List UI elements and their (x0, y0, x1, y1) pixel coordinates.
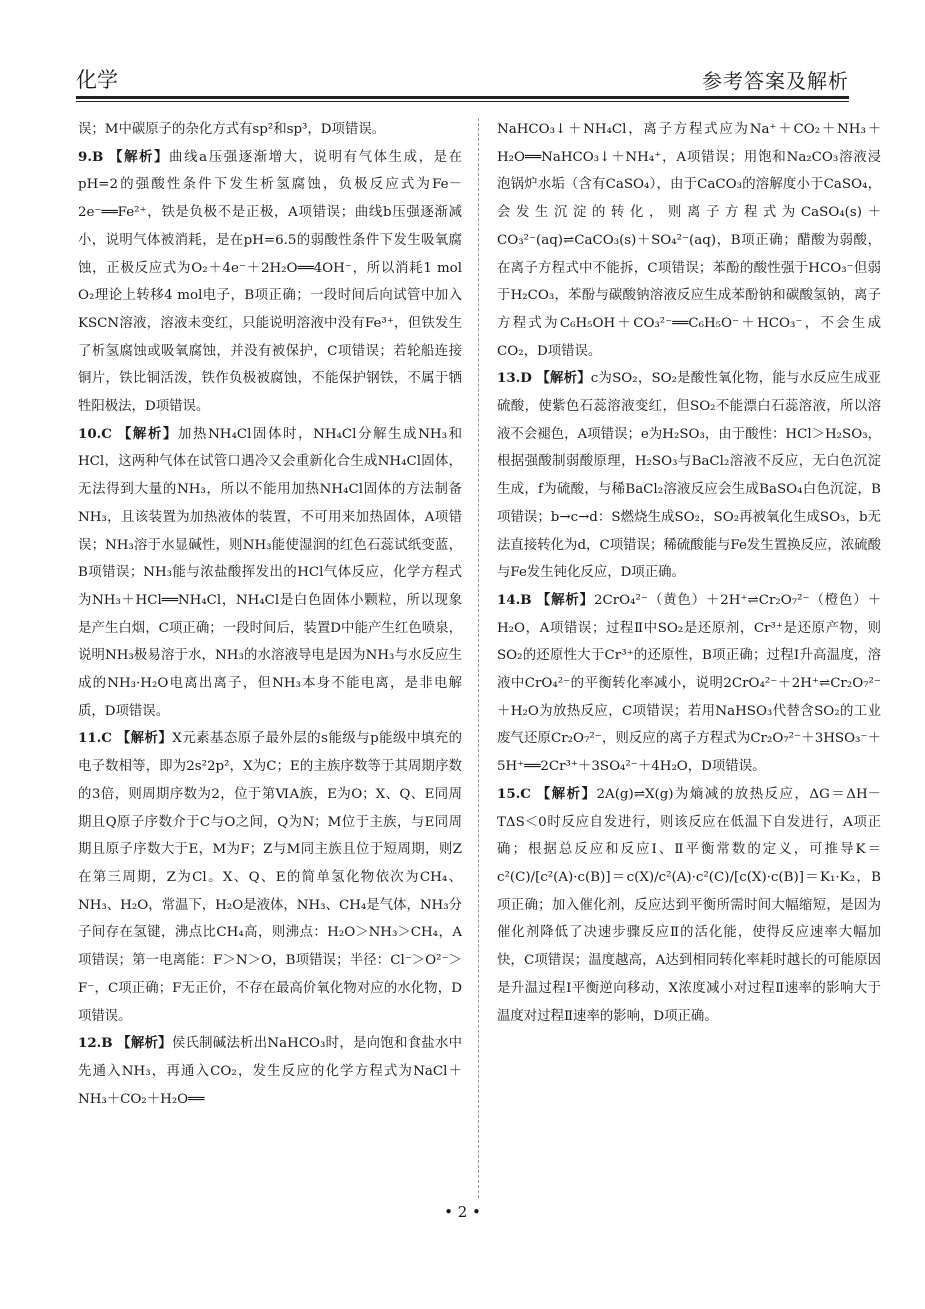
analysis-tag: 【解析】 (536, 785, 597, 802)
answer-item-8-continued (78, 116, 462, 144)
item-answer: B (520, 591, 532, 608)
analysis-tag: 【解析】 (117, 1035, 172, 1052)
answer-item-9 (78, 144, 462, 421)
item-text: 2CrO₄²⁻（黄色）＋2H⁺⇌Cr₂O₇²⁻（橙色）＋H₂O，A项错误；过程Ⅱ中SO₂是还原剂，Cr³⁺是还原产物，则SO₂的还原性大于Cr³⁺的还原性，B项正确；过程Ⅰ升高温度，溶液中CrO₄²⁻的平衡转化率减小，说明2CrO₄²⁻＋2H⁺⇌Cr₂O₇²⁻＋H₂O为放热反应，C项错误；若用NaHSO₃代替含SO₂的工业废气还原Cr₂O₇²⁻，则反应的离子方程式为Cr₂O₇²⁻＋3HSO₃⁻＋5H⁺══2Cr³⁺＋3SO₄²⁻＋4H₂O，D项错误。 (497, 592, 882, 775)
item-answer: B (101, 1035, 113, 1052)
analysis-tag: 【解析】 (117, 425, 179, 442)
left-column (78, 116, 462, 1113)
analysis-tag: 【解析】 (109, 148, 170, 165)
item-number: 12. (78, 1035, 102, 1052)
header-rule-thick (76, 96, 849, 99)
column-divider (478, 118, 479, 1198)
item-answer: B (91, 148, 104, 165)
item-text: 加热NH₄Cl固体时，NH₄Cl分解生成NH₃和HCl，这两种气体在试管口遇冷又会重新化合生成NH₄Cl固体，无法得到大量的NH₃，所以不能用加热NH₄Cl固体的方法制备NH₃，且该装置为加热液体的装置，不可用来加热固体，A项错误；NH₃溶于水显碱性，则NH₃能使湿润的红色石蕊试纸变蓝，B项错误；NH₃能与浓盐酸挥发出的HCl气体反应，化学方程式为NH₃＋HCl══NH₄Cl，NH₄Cl是白色固体小颗粒，所以现象是产生白烟，C项正确；一段时间后，装置D中能产生红色喷泉，说明NH₃极易溶于水，NH₃的水溶液导电是因为NH₃与水反应生成的NH₃·H₂O电离出离子，但NH₃本身不能电离，是非电解质，D项错误。 (78, 426, 463, 719)
analysis-tag: 【解析】 (536, 370, 591, 387)
answer-item-10 (78, 421, 462, 726)
item-number: 11. (78, 730, 102, 747)
item-answer: D (520, 370, 532, 387)
item-number: 13. (497, 370, 521, 387)
subject-title: 化学 (76, 68, 118, 92)
item-text: 误；M中碳原子的杂化方式有sp²和sp³，D项错误。 (78, 122, 386, 137)
analysis-tag: 【解析】 (536, 591, 594, 608)
answer-item-12-continued (497, 116, 881, 365)
answer-item-15 (497, 781, 881, 1030)
item-text: 2A(g)⇌X(g)为熵减的放热反应，ΔG＝ΔH－TΔS＜0时反应自发进行，则该反应在低温下自发进行，A项正确；根据总反应和反应Ⅰ、Ⅱ平衡常数的定义，可推导K＝c²(C)/[c²(A)·c(B)]＝c(X)/c²(A)·c²(C)/[c(X)·c(B)]＝K₁·K₂，B项正确；加入催化剂，反应达到平衡所需时间大幅缩短，是因为催化剂降低了决速步骤反应Ⅱ的活化能，使得反应速率大幅加快，C项错误；温度越高，A达到相同转化率耗时越长的可能原因是升温过程Ⅰ平衡逆向移动，X浓度减小对过程Ⅱ速率的影响大于温度对过程Ⅱ速率的影响，D项正确。 (497, 786, 882, 1024)
item-answer: C (101, 425, 112, 442)
right-column (497, 116, 881, 1030)
answer-key-title: 参考答案及解析 (702, 69, 849, 93)
item-text: c为SO₂，SO₂是酸性氧化物，能与水反应生成亚硫酸，使紫色石蕊溶液变红，但SO₂不能漂白石蕊溶液，所以溶液不会褪色，A项错误；e为H₂SO₃，由于酸性：HCl＞H₂SO₃，根据强酸制弱酸原理，H₂SO₃与BaCl₂溶液不反应，无白色沉淀生成，f为硫酸，与稀BaCl₂溶液反应会生成BaSO₄白色沉淀，B项错误；b→c→d：S燃烧生成SO₂，SO₂再被氧化生成SO₃，b无法直接转化为d，C项错误；稀硫酸能与Fe发生置换反应，浓硫酸与Fe发生钝化反应，D项正确。 (497, 371, 881, 581)
item-text: NaHCO₃↓＋NH₄Cl，离子方程式应为Na⁺＋CO₂＋NH₃＋H₂O══NaHCO₃↓＋NH₄⁺，A项错误；用饱和Na₂CO₃溶液浸泡锅炉水垢（含有CaSO₄），由于CaCO₃的溶解度小于CaSO₄，会发生沉淀的转化，则离子方程式为CaSO₄(s)＋CO₃²⁻(aq)⇌CaCO₃(s)＋SO₄²⁻(aq)，B项正确；醋酸为弱酸，在离子方程式中不能拆，C项错误；苯酚的酸性强于HCO₃⁻但弱于H₂CO₃，苯酚与碳酸钠溶液反应生成苯酚钠和碳酸氢钠，离子方程式为C₆H₅OH＋CO₃²⁻══C₆H₅O⁻＋HCO₃⁻，不会生成CO₂，D项错误。 (497, 122, 881, 359)
item-text: X元素基态原子最外层的s能级与p能级中填充的电子数相等，即为2s²2p²，X为C；E的主族序数等于其周期序数的3倍，则周期序数为2，位于第ⅥA族，E为O；X、Q、E同周期且Q原子序数介于C与O之间，Q为N；M位于主族，与E同周期且原子序数大于E，M为F；Z与M同主族且位于短周期，则Z在第三周期，Z为Cl。X、Q、E的简单氢化物依次为CH₄、NH₃、H₂O，常温下，H₂O是液体，NH₃、CH₄是气体，NH₃分子间存在氢键，沸点比CH₄高，则沸点：H₂O＞NH₃＞CH₄，A项错误；第一电离能：F＞N＞O，B项错误；半径：Cl⁻＞O²⁻＞F⁻，C项正确；F无正价，不存在最高价氧化物对应的水化物，D项错误。 (78, 731, 462, 1024)
answer-item-14 (497, 587, 881, 781)
item-text: 侯氏制碱法析出NaHCO₃时，是向饱和食盐水中先通入NH₃，再通入CO₂，发生反应的化学方程式为NaCl＋NH₃＋CO₂＋H₂O══ (78, 1036, 463, 1107)
analysis-tag: 【解析】 (116, 730, 173, 747)
item-answer: C (520, 785, 531, 802)
item-number: 14. (497, 591, 521, 608)
item-number: 15. (497, 785, 521, 802)
item-number: 9. (78, 148, 92, 165)
item-text: 曲线a压强逐渐增大，说明有气体生成，是在pH=2的强酸性条件下发生析氢腐蚀，负极反应式为Fe－2e⁻══Fe²⁺，铁是负极不是正极，A项错误；曲线b压强逐渐减小，说明气体被消耗，是在pH=6.5的弱酸性条件下发生吸氧腐蚀，正极反应式为O₂＋4e⁻＋2H₂O══4OH⁻，所以消耗1 mol O₂理论上转移4 mol电子，B项正确；一段时间后向试管中加入KSCN溶液，溶液未变红，只能说明溶液中没有Fe³⁺，但铁发生了析氢腐蚀或吸氧腐蚀，并没有被保护，C项错误；若轮船连接铜片，铁比铜活泼，铁作负极被腐蚀，不能保护钢铁，不属于牺牲阳极法，D项错误。 (78, 149, 463, 415)
header-rule-thin (76, 101, 849, 102)
answer-item-12 (78, 1030, 462, 1113)
page-number: • 2 • (444, 1203, 481, 1221)
item-number: 10. (78, 425, 102, 442)
answer-item-13 (497, 365, 881, 587)
page-header (76, 62, 849, 94)
answer-item-11 (78, 725, 462, 1030)
item-answer: C (101, 730, 112, 747)
